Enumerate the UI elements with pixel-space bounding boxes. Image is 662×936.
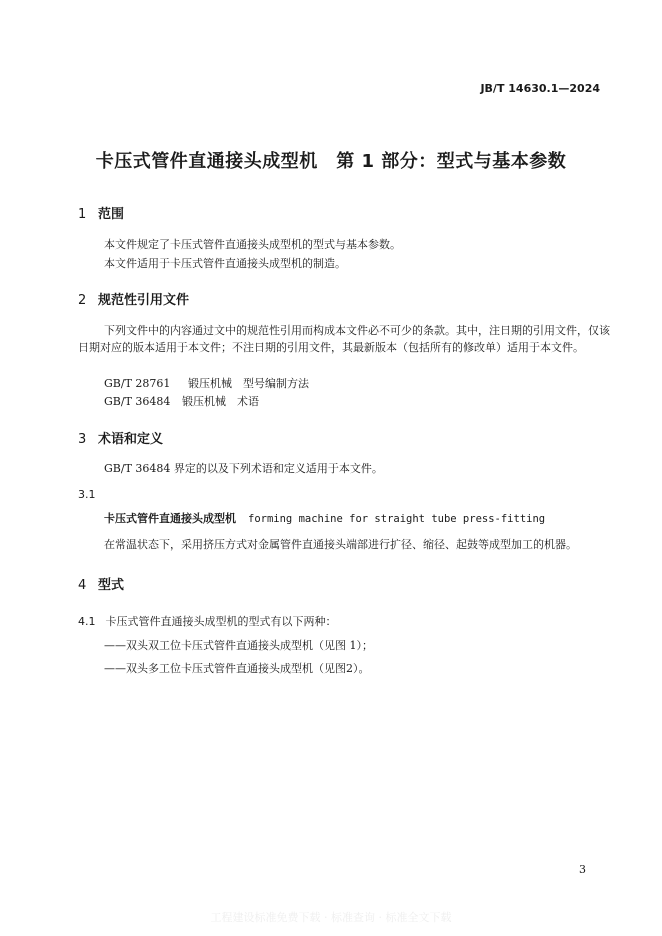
section-title: 术语和定义 [98, 432, 164, 447]
reference-title: 锻压机械 术语 [182, 395, 259, 408]
list-item: ——双头多工位卡压式管件直通接头成型机（见图2）。 [104, 662, 370, 675]
reference-title: 锻压机械 型号编制方法 [188, 377, 309, 390]
section-title: 规范性引用文件 [98, 293, 190, 308]
section-2-heading [78, 289, 189, 308]
section-number: 3 [78, 432, 87, 447]
clause-text: 卡压式管件直通接头成型机的型式有以下两种： [105, 615, 337, 628]
page-number: 3 [579, 863, 586, 876]
term-english: forming machine for straight tube press-fitting [248, 513, 546, 525]
normative-references-intro: 下列文件中的内容通过文中的规范性引用而构成本文件必不可少的条款。其中，注日期的引用文件，仅该日期对应的版本适用于本文件；不注日期的引用文件，其最新版本（包括所有的修改单）适用于本文件。 [78, 324, 610, 354]
section-1-heading [78, 203, 124, 222]
section-3-heading [78, 428, 163, 447]
section-number: 2 [78, 293, 87, 308]
reference-code: GB/T 36484 [104, 395, 171, 408]
clause-number: 4.1 [78, 615, 96, 628]
clause-number: 3.1 [78, 488, 96, 501]
reference-item [104, 393, 259, 409]
clause-4-1 [78, 613, 337, 629]
standard-number: JB/T 14630.1—2024 [480, 82, 600, 95]
term-chinese: 卡压式管件直通接头成型机 [104, 512, 236, 525]
section-4-heading [78, 574, 124, 593]
reference-code: GB/T 28761 [104, 377, 171, 390]
term-entry [104, 510, 545, 526]
section-number: 1 [78, 207, 87, 222]
scope-paragraph-1: 本文件规定了卡压式管件直通接头成型机的型式与基本参数。 [104, 238, 401, 251]
terms-intro: GB/T 36484 界定的以及下列术语和定义适用于本文件。 [104, 462, 383, 475]
section-number: 4 [78, 578, 87, 593]
term-definition: 在常温状态下，采用挤压方式对金属管件直通接头端部进行扩径、缩径、起鼓等成型加工的机器。 [104, 538, 577, 551]
watermark: 工程建设标准免费下载 · 标准查询 · 标准全文下载 [210, 911, 452, 924]
section-title: 范围 [98, 207, 125, 222]
document-title: 卡压式管件直通接头成型机 第 1 部分：型式与基本参数 [95, 151, 567, 172]
reference-item [104, 375, 309, 391]
list-item: ——双头双工位卡压式管件直通接头成型机（见图 1）； [104, 639, 373, 652]
section-title: 型式 [98, 578, 125, 593]
scope-paragraph-2: 本文件适用于卡压式管件直通接头成型机的制造。 [104, 257, 346, 270]
